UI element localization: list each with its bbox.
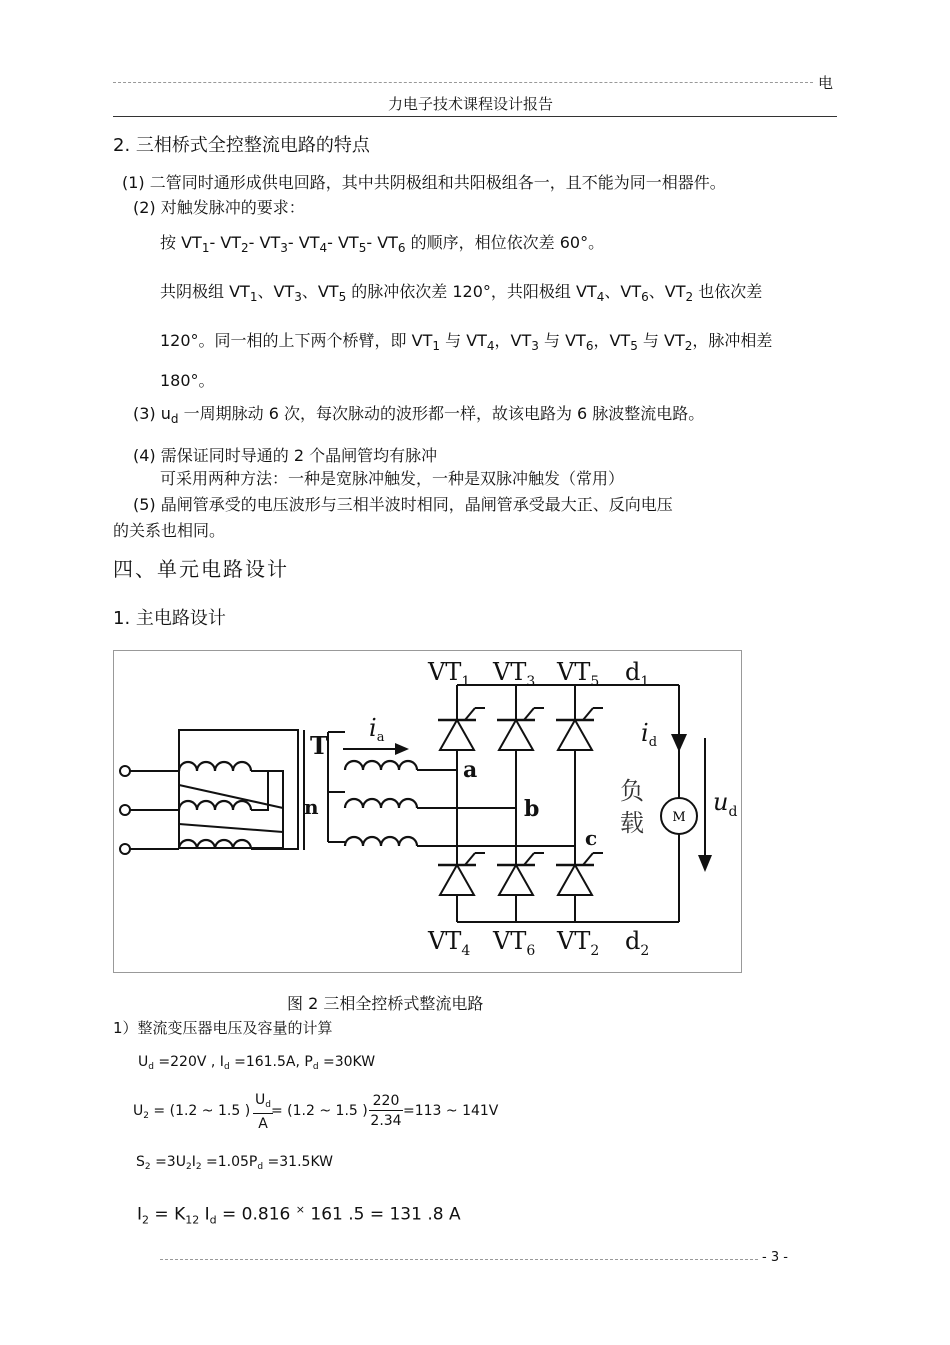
label-vt4: $VT_4$: [428, 927, 471, 959]
label-n: n: [304, 795, 319, 819]
label-vt5: $VT_5$: [557, 658, 600, 690]
diagram-border: [114, 651, 742, 973]
paragraph: 可采用两种方法：一种是宽脉冲触发，一种是双脉冲触发（常用）: [160, 469, 625, 488]
label-d1: $d_1$: [625, 658, 650, 690]
paragraph: 按 $VT_1-$ $VT_2-$ $VT_3-$ $VT_4-$ $VT_5-$ $VT_6$ 的顺序，相位依次差 60°。: [160, 233, 605, 255]
paragraph: 共阴极组 $VT_1$、$VT_3$、$VT_5$ 的脉冲依次差 120°，共阳极组 $VT_4$、$VT_6$、$VT_2$ 也依次差: [160, 282, 763, 304]
sub-heading: 1. 主电路设计: [113, 608, 226, 629]
text: 与: [538, 331, 566, 350]
fraction-220-234: 220 2.34: [370, 1093, 402, 1129]
figure-caption: 图 2 三相全控桥式整流电路: [287, 994, 484, 1013]
header-title: 力电子技术课程设计报告: [388, 95, 554, 113]
label-load-1: 负: [620, 777, 644, 805]
footer-dashed-rule: [160, 1259, 758, 1260]
label-d2: $d_2$: [625, 927, 650, 959]
section-heading: 2. 三相桥式全控整流电路的特点: [113, 135, 370, 156]
label-vt2: $VT_2$: [557, 927, 600, 959]
paragraph: (5) 晶闸管承受的电压波形与三相半波时相同，晶闸管承受最大正、反向电压: [133, 495, 673, 514]
label-ud: $u_d$: [713, 788, 738, 820]
circuit-diagram: [113, 650, 742, 973]
header-char: 电: [818, 74, 834, 92]
label-vt6: $VT_6$: [493, 927, 536, 959]
text: 也依次差: [693, 282, 763, 301]
label-T: T: [310, 731, 328, 760]
label-a: a: [463, 757, 478, 783]
equation-2-result: =113 ~ 141V: [403, 1103, 499, 1119]
paragraph: 的关系也相同。: [113, 521, 226, 540]
text: 与: [440, 331, 467, 350]
paragraph: 120°。同一相的上下两个桥臂，即 $VT_1$ 与 $VT_4$，$VT_3$ 与 $VT_6$，$VT_5$ 与 $VT_2$，脉冲相差: [160, 331, 773, 353]
text: 120°。同一相的上下两个桥臂，即: [160, 331, 412, 350]
equation-1: $U_d =220V$ , $I_d =161.5A$, $P_d =30KW$: [138, 1054, 376, 1072]
text: 一周期脉动 6 次，每次脉动的波形都一样，故该电路为 6 脉波整流电路。: [178, 404, 705, 423]
text: ，脉冲相差: [692, 331, 773, 350]
page-number: - 3 -: [762, 1250, 788, 1265]
calc-heading: 1）整流变压器电压及容量的计算: [113, 1019, 333, 1037]
paragraph: [133, 401, 704, 426]
section-heading: 四、单元电路设计: [113, 557, 289, 581]
label-id: $i_d$: [641, 719, 658, 750]
motor-label: M: [672, 810, 686, 825]
equation-2: $U_2 = (1.2$ ~ 1.5 ): [133, 1103, 251, 1121]
fraction-ud-a: $U_d$ A: [253, 1093, 273, 1134]
paragraph: (4) 需保证同时导通的 2 个晶闸管均有脉冲: [133, 446, 438, 465]
paragraph: 180°。: [160, 371, 215, 390]
label-c: c: [585, 826, 598, 850]
header-dashed-rule: [113, 82, 813, 83]
label-vt1: $VT_1$: [428, 658, 471, 690]
text: 的脉冲依次差 120°，共阳极组: [346, 282, 577, 301]
label-load-2: 载: [620, 809, 644, 837]
equation-2-mid: = (1.2 ~ 1.5 ): [271, 1103, 368, 1119]
label-ia: $i_a$: [369, 714, 385, 745]
text: (3) u: [133, 404, 171, 423]
label-vt3: $VT_3$: [493, 658, 536, 690]
paragraph: (2) 对触发脉冲的要求：: [133, 198, 305, 217]
text: 的顺序，相位依次差 60°。: [405, 233, 605, 252]
equation-4: $I_2 = K_{12}$ $I_d = 0.816$ × 161 .5 = 131 .8 A: [137, 1203, 461, 1227]
paragraph: (1) 二管同时通形成供电回路，其中共阴极组和共阳极组各一，且不能为同一相器件。: [122, 173, 726, 192]
header-rule: [113, 116, 837, 117]
text: 共阴极组: [160, 282, 230, 301]
equation-3: $S_2 =3U_2I_2 =1.05P_d =31.5KW$: [136, 1154, 333, 1172]
subscript: d: [170, 412, 179, 426]
text: 按: [160, 233, 182, 252]
label-b: b: [524, 796, 540, 822]
text: 与: [637, 331, 665, 350]
